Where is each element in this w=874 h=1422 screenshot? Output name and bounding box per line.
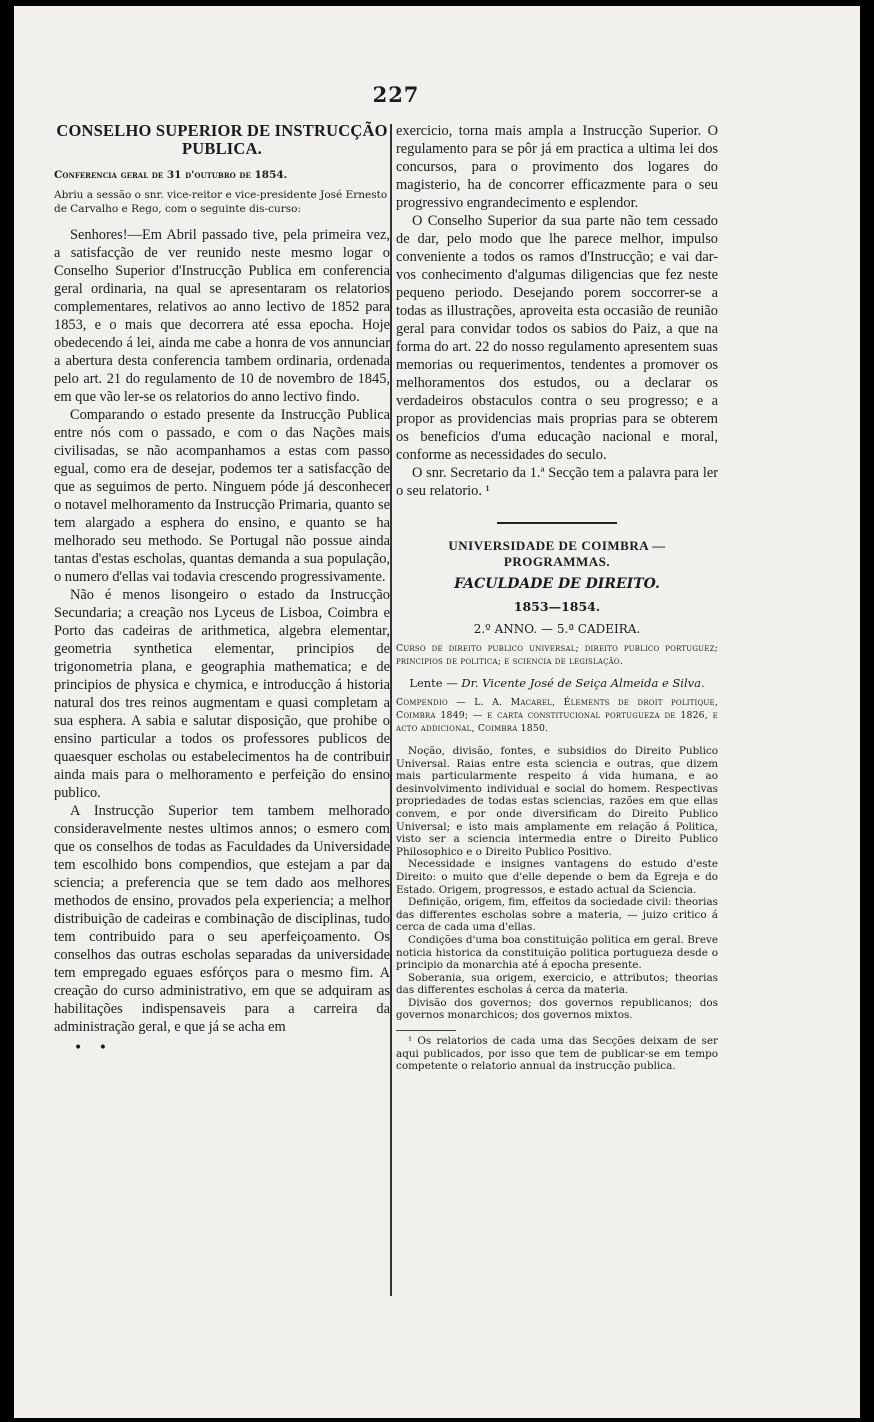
section-title-line1: CONSELHO SUPERIOR DE INSTRUCÇÃO [56, 121, 388, 140]
conference-line: Conferencia geral de 31 d'outubro de 1854. [54, 169, 288, 181]
end-dots: • • [74, 1040, 113, 1056]
paragraph: A Instrucção Superior tem tambem melhorado consideravelmente nestes ultimos annos; o esmero com que os conselhos de todas as Faculdades da Universidade tem escolhido bons compendios, que estejam a par da sciencia; a preferencia que se tem dado aos melhores methodos de ensino, provados pela experiencia; a melhor distribuição de cadeiras e combinação de disciplinas, tudo tem contribuido para o seu aperfeiçoamento. Os conselhos das outras escholas separadas da universidade tem empregado eguaes esfórços para o mesmo fim. A creação do curso administrativo, em que se adquiram as habilitações indispensaveis para a carreira da administração geral, e que já se acha em [54, 803, 390, 1035]
speech-continuation [396, 122, 718, 500]
column-divider [390, 124, 392, 1296]
program-item: Necessidade e insignes vantagens do estudo d'este Direito: o muito que d'elle depende o bem da Egreja e do Estado. Origem, progressos, e estado actual da Sciencia. [396, 858, 718, 896]
program-item: Soberania, sua origem, exercicio, e attributos; theorias das differentes escholas á cerca da materia. [396, 971, 718, 997]
lente-label: Lente — [409, 676, 458, 690]
section-title [54, 122, 390, 158]
academic-years: 1853—1854. [513, 599, 601, 614]
section-rule [497, 522, 617, 524]
paragraph: Comparando o estado presente da Instrucção Publica entre nós com o passado, e com o das Nações mais civilisadas, se não acompanhamos a estas com passo egual, como era de desejar, podemos ter a satisfacção de que as seguimos de perto. Ninguem póde já desconhecer o notavel melhoramento da Instrucção Primaria, quanto se tem alargado a esphera do ensino, e quanto se ha melhorado seu methodo. Se Portugal não possue ainda tantas d'estas escholas, quantas demanda a sua população, o numero d'ellas vai todavia crescendo progressivamente. [54, 407, 390, 585]
program-item: Condições d'uma boa constituição politica em geral. Breve noticia historica da constituição politica portugueza desde o principio da monarchia até á epocha presente. [396, 933, 718, 972]
compendio: Compendio — L. A. Macarel, Élements de droit politique, Coimbra 1849; — e carta constitucional portugueza de 1826, e acto addicional, Coimbra 1850. [396, 697, 718, 734]
university-title: UNIVERSIDADE DE COIMBRA — PROGRAMMAS. [448, 538, 666, 569]
footnote: ¹ Os relatorios de cada uma das Secções deixam de ser aqui publicados, por isso que tem de publicar-se em tempo competente o relatorio annual da instrucção publica. [396, 1035, 718, 1073]
program-item: Divisão dos governos; dos governos republicanos; dos governos monarchicos; dos governos mixtos. [396, 996, 718, 1022]
paragraph: O snr. Secretario da 1.ª Secção tem a palavra para ler o seu relatorio. ¹ [396, 465, 718, 499]
cadeira-line: 2.º ANNO. — 5.ª CADEIRA. [473, 622, 641, 636]
paragraph: Não é menos lisongeiro o estado da Instrucção Secundaria; a creação nos Lyceus de Lisboa, Coimbra e Porto das cadeiras de arithmetica, algebra elementar, geometria synthetica elementar, principios de trigonometria plana, e geographia mathematica; e de principios de physica e chymica, e introducção á historia natural dos tres reinos augmentam e quasi completam a sua esphera. A sabia e salutar disposição, que prohibe o ensino particular a todos os professores publicos de quaesquer escholas ou estabelecimentos ha de contribuir ainda mais para o melhoramento e perfeição do ensino publico. [54, 587, 390, 801]
program-list [396, 745, 718, 1022]
opening-note: Abriu a sessão o snr. vice-reitor e vice-presidente José Ernesto de Carvalho e Rego, com o seguinte dis-curso: [54, 189, 388, 215]
program-item: Definição, origem, fim, effeitos da sociedade civil: theorias das differentes escholas sobre a materia, — juizo critico á cerca de cada uma d'ellas. [396, 896, 718, 934]
right-column [396, 122, 718, 1073]
faculty-title: FACULDADE DE DIREITO. [454, 576, 660, 592]
lente-name: Dr. Vicente José de Seiça Almeida e Silva. [461, 676, 705, 690]
paragraph: exercicio, torna mais ampla a Instrucção Superior. O regulamento para se pôr já em practica a ultima lei dos concursos, para o provimento dos logares do magisterio, ha de concorrer efficazmente para o seu progressivo engrandecimento e esplendor. [396, 123, 718, 211]
speech-body [54, 226, 390, 1036]
paragraph: Senhores!—Em Abril passado tive, pela primeira vez, a satisfacção de ver reunido neste mesmo logar o Conselho Superior d'Instrucção Publica em conferencia geral ordinaria, na qual se apresentaram os relatorios complementares, relativos ao anno lectivo de 1852 para 1853, e o mais que decorrera até essa epocha. Hoje obedecendo á lei, ainda me cabe a honra de vos annunciar a abertura desta conferencia tambem ordinaria, ordenada pelo art. 21 do regulamento de 10 de novembro de 1845, em que vão ler-se os relatorios do anno lectivo findo. [54, 227, 390, 405]
footnote-rule [396, 1030, 456, 1031]
lente-line [396, 676, 718, 690]
paragraph: O Conselho Superior da sua parte não tem cessado de dar, pelo modo que lhe parece melhor, impulso conveniente a todos os ramos d'Instrucção; e vai dar-vos conhecimento d'algumas diligencias que fez neste pequeno periodo. Desejando porem soccorrer-se a todas as illustrações, aproveita esta occasião de reunião geral para convidar todos os sabios do Paiz, a que na forma do art. 22 do nosso regulamento apresentem suas memorias ou requerimentos, tendentes a promover os melhoramentos dos estudos, ou a declarar os verdadeiros obstaculos contra o seu progresso; e a propor as providencias mais proprias para se obterem os beneficios d'uma educação nacional e moral, conforme as necessidades do seculo. [396, 213, 718, 463]
page [14, 6, 860, 1418]
left-column [54, 122, 390, 1056]
section-title-line2: PUBLICA. [182, 139, 262, 158]
program-item: Noção, divisão, fontes, e subsidios do Direito Publico Universal. Raias entre esta sciencia e outras, que dizem mais particularmente respeito á vida humana, e ao desinvolvimento individual e social do homem. Respectivas propriedades de todas estas sciencias, razões em que ellas convem, e por onde diversificam do Direito Publico Universal; e isto mais amplamente em relação á Politica, visto ser a sciencia intermedia entre o Direito Publico Philosophico e o Direito Publico Positivo. [396, 745, 718, 858]
page-number: 227 [372, 82, 420, 107]
course-description: Curso de direito publico universal; direito publico portuguez; principios de politica; e sciencia de legislação. [396, 643, 718, 667]
